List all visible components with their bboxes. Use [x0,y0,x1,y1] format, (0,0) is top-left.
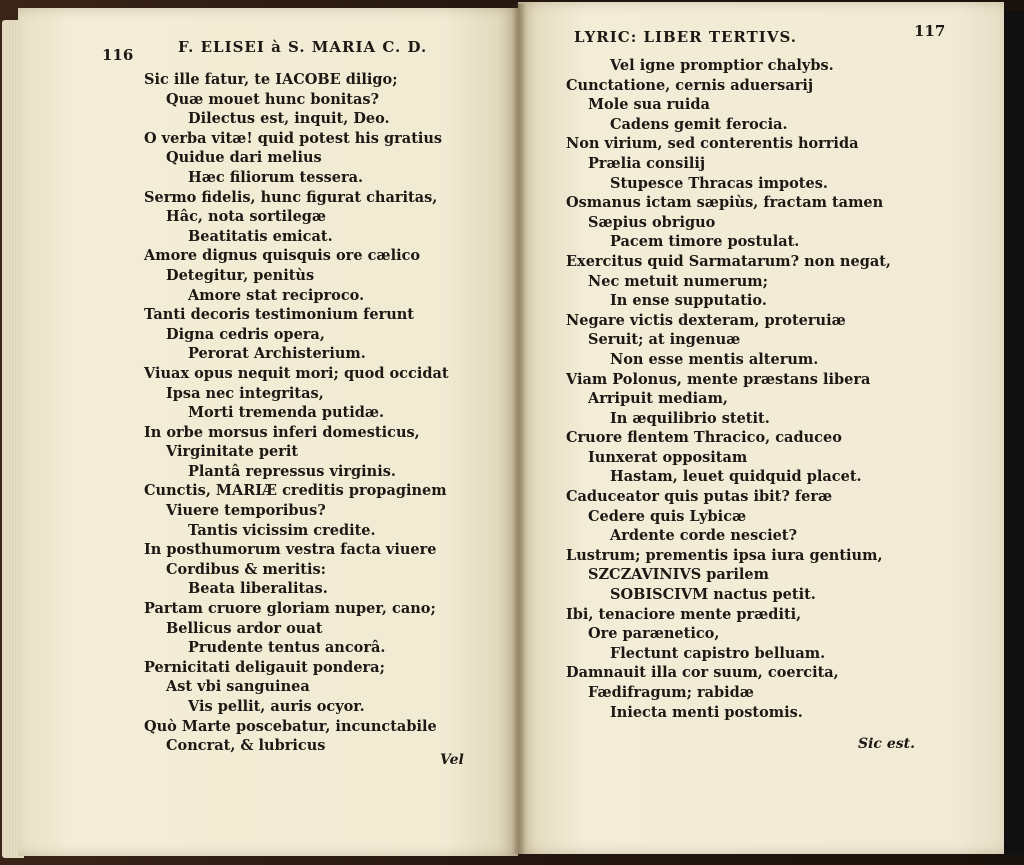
verse-line: Plantâ repressus virginis. [188,462,396,480]
verse-line: SOBISCIVM nactus petit. [610,586,816,604]
verse-line: Cunctis, MARIÆ creditis propaginem [144,482,447,500]
verse-line: Prudente tentus ancorâ. [188,639,386,657]
verse-line: Caduceator quis putas ibit? feræ [566,488,833,506]
verse-line: Hastam, leuet quidquid placet. [610,468,862,486]
right-page-number: 117 [914,22,946,40]
verse-line: Cordibus & meritis: [166,560,326,578]
verse-line: O verba vitæ! quid potest his gratius [144,129,443,147]
verse-line: Cruore flentem Thracico, caduceo [566,429,842,447]
verse-line: Sæpius obriguo [588,213,716,231]
verse-line: In ense supputatio. [610,292,767,310]
verse-line: Tantis vicissim credite. [188,521,376,539]
verse-line: Amore stat reciproco. [188,286,365,304]
verse-line: Exercitus quid Sarmatarum? non negat, [566,252,891,270]
verse-line: Stupesce Thracas impotes. [610,174,828,192]
verse-line: Iniecta menti postomis. [610,703,803,721]
verse-line: Lustrum; prementis ipsa iura gentium, [566,546,883,564]
verse-line: Ore parænetico, [588,625,720,643]
verse-line: Bellicus ardor ouat [166,619,323,637]
verse-line: Flectunt capistro belluam. [610,644,826,662]
verse-line: Viam Polonus, mente præstans libera [566,370,871,388]
verse-line: Dilectus est, inquit, Deo. [188,110,390,128]
verse-line: Cunctatione, cernis aduersarij [566,76,814,94]
left-catchword: Vel [440,752,464,768]
verse-line: Non virium, sed conterentis horrida [566,135,859,153]
verse-line: Ipsa nec integritas, [166,384,324,402]
verse-line: Viuax opus nequit mori; quod occidat [144,364,449,382]
scan-background-edge [1004,10,1024,855]
verse-line: Beatitatis emicat. [188,227,333,245]
verse-line: Ibi, tenaciore mente præditi, [566,605,802,623]
verse-line: Quæ mouet hunc bonitas? [166,90,380,108]
verse-line: Arripuit mediam, [588,390,728,408]
verse-line: Perorat Archisterium. [188,345,366,363]
verse-line: Iunxerat oppositam [588,448,748,466]
verse-line: SZCZAVINIVS parilem [588,566,769,584]
verse-line: Mole sua ruida [588,96,710,114]
verse-line: Fædifragum; rabidæ [588,684,754,701]
verse-line: Viuere temporibus? [166,502,326,520]
verse-line: Ardente corde nesciet? [610,527,798,545]
verse-line: Hæc filiorum tessera. [188,168,364,186]
verse-line: Sermo fidelis, hunc figurat charitas, [144,188,438,206]
verse-line: In orbe morsus inferi domesticus, [144,423,420,441]
verse-line: Non esse mentis alterum. [610,350,819,368]
verse-line: Quò Marte poscebatur, incunctabile [144,717,437,735]
verse-line: Tanti decoris testimonium ferunt [144,306,414,324]
left-page [18,8,518,856]
verse-line: Damnauit illa cor suum, coercita, [566,664,839,682]
verse-line: Seruit; at ingenuæ [588,331,741,349]
left-page-number: 116 [102,46,134,64]
verse-line: Concrat, & lubricus [166,737,326,755]
verse-line: Morti tremenda putidæ. [188,404,385,422]
right-running-header: LYRIC: LIBER TERTIVS. [574,28,797,46]
right-page [518,2,1004,854]
verse-line: Quidue dari melius [166,149,322,167]
verse-line: Hâc, nota sortilegæ [166,208,327,226]
verse-line: Cedere quis Lybicæ [588,507,747,525]
right-verse-block [566,56,891,722]
verse-line: Negare victis dexteram, proteruiæ [566,311,846,329]
verse-line: Detegitur, penitùs [166,266,315,284]
verse-line: Beata liberalitas. [188,580,328,598]
verse-line: Vis pellit, auris ocyor. [188,698,365,715]
right-catchword: Sic est. [858,736,915,752]
verse-line: Virginitate perit [166,443,299,461]
left-running-header: F. ELISEI à S. MARIA C. D. [178,38,428,56]
verse-line: In posthumorum vestra facta viuere [144,541,437,559]
verse-line: Pernicitati deligauit pondera; [144,658,385,676]
verse-line: Digna cedris opera, [166,325,325,343]
verse-line: Amore dignus quisquis ore cælico [144,247,421,265]
verse-line: Ast vbi sanguinea [166,678,310,696]
verse-line: Osmanus ictam sæpiùs, fractam tamen [566,194,884,212]
verse-line: Partam cruore gloriam nuper, cano; [144,600,436,618]
verse-line: In æquilibrio stetit. [610,409,770,427]
verse-line: Prælia consilij [588,154,706,172]
verse-line: Pacem timore postulat. [610,233,800,251]
left-verse-block [144,70,449,756]
book-gutter [512,4,526,854]
verse-line: Nec metuit numerum; [588,272,768,290]
verse-line: Sic ille fatur, te IACOBE diligo; [144,71,398,88]
verse-line: Cadens gemit ferocia. [610,115,788,133]
verse-line: Vel igne promptior chalybs. [610,57,834,74]
